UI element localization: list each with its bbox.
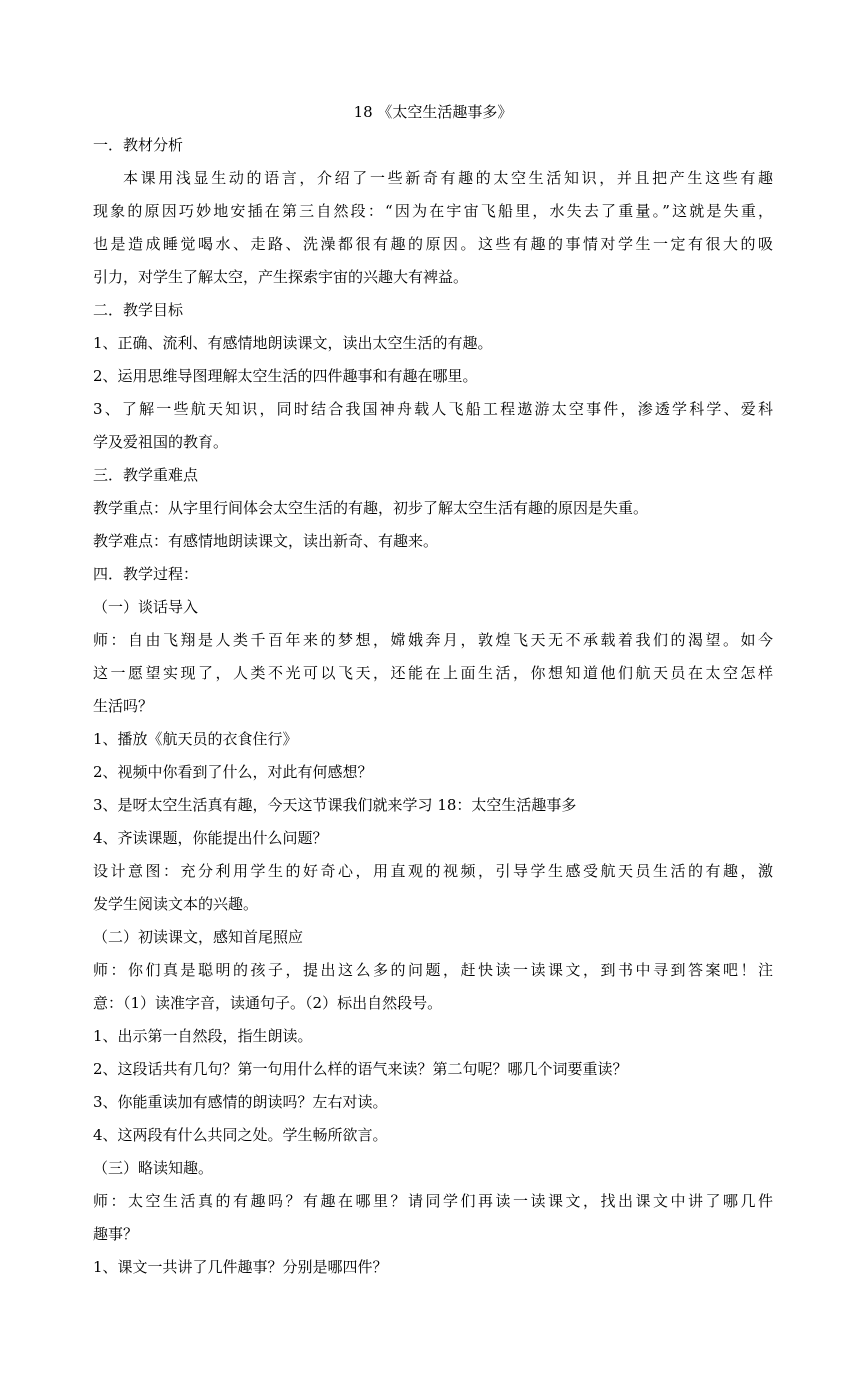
text-line-b4: 4、这两段有什么共同之处。学生畅所欲言。: [93, 1126, 388, 1144]
text-line-h2: 二．教学目标: [93, 301, 184, 319]
text-line-k2: 教学难点：有感情地朗读课文，读出新奇、有趣来。: [93, 532, 439, 550]
text-line-b2: 2、这段话共有几句？第一句用什么样的语气来读？第二句呢？哪几个词要重读？: [93, 1060, 628, 1078]
text-line-g3b: 学及爱祖国的教育。: [93, 433, 229, 451]
text-line-p1d: 引力，对学生了解太空，产生探索宇宙的兴趣大有裨益。: [93, 268, 469, 286]
text-line-d1a: 设计意图：充分利用学生的好奇心，用直观的视频，引导学生感受航天员生活的有趣，激: [93, 862, 773, 880]
text-line-a3: 3、是呀太空生活真有趣，今天这节课我们就来学习 18：太空生活趣事多: [93, 796, 577, 814]
text-line-g2: 2、运用思维导图理解太空生活的四件趣事和有趣在哪里。: [93, 367, 478, 385]
text-line-t3b: 趣事？: [93, 1225, 139, 1243]
text-line-a2: 2、视频中你看到了什么，对此有何感想？: [93, 763, 373, 781]
text-line-t1c: 生活吗？: [93, 697, 154, 715]
text-line-g1: 1、正确、流利、有感情地朗读课文，读出太空生活的有趣。: [93, 334, 493, 352]
text-line-b3: 3、你能重读加有感情的朗读吗？左右对读。: [93, 1093, 388, 1111]
document-body: [93, 129, 773, 1284]
document-page: [93, 96, 773, 1284]
text-line-t2a: 师：你们真是聪明的孩子，提出这么多的问题，赶快读一读课文，到书中寻到答案吧！注: [93, 961, 773, 979]
text-line-t3a: 师：太空生活真的有趣吗？有趣在哪里？请同学们再读一读课文，找出课文中讲了哪几件: [93, 1192, 773, 1210]
text-line-p1b: 现象的原因巧妙地安插在第三自然段：“因为在宇宙飞船里，水失去了重量。”这就是失重，: [93, 202, 773, 220]
text-line-t1a: 师：自由飞翔是人类千百年来的梦想，嫦娥奔月，敦煌飞天无不承载着我们的渴望。如今: [93, 631, 773, 649]
text-line-p1a: 本课用浅显生动的语言，介绍了一些新奇有趣的太空生活知识，并且把产生这些有趣: [123, 169, 773, 187]
text-line-g3a: 3、了解一些航天知识，同时结合我国神舟载人飞船工程遨游太空事件，渗透学科学、爱科: [93, 400, 773, 418]
text-line-t2b: 意：（1）读准字音，读通句子。（2）标出自然段号。: [93, 994, 443, 1012]
text-line-a1: 1、播放《航天员的衣食住行》: [93, 730, 298, 748]
text-line-p1c: 也是造成睡觉喝水、走路、洗澡都很有趣的原因。这些有趣的事情对学生一定有很大的吸: [93, 235, 773, 253]
text-line-d1b: 发学生阅读文本的兴趣。: [93, 895, 259, 913]
text-line-b1: 1、出示第一自然段，指生朗读。: [93, 1027, 313, 1045]
text-line-s2: （二）初读课文，感知首尾照应: [93, 928, 304, 946]
text-line-h1: 一．教材分析: [93, 136, 184, 154]
text-line-c1: 1、课文一共讲了几件趣事？分别是哪四件？: [93, 1258, 388, 1276]
text-line-h3: 三．教学重难点: [93, 466, 199, 484]
text-line-t1b: 这一愿望实现了，人类不光可以飞天，还能在上面生活，你想知道他们航天员在太空怎样: [93, 664, 773, 682]
page-title: 18 《太空生活趣事多》: [353, 103, 513, 121]
text-line-h4: 四．教学过程：: [93, 565, 199, 583]
text-line-k1: 教学重点：从字里行间体会太空生活的有趣，初步了解太空生活有趣的原因是失重。: [93, 499, 649, 517]
text-line-a4: 4、齐读课题，你能提出什么问题？: [93, 829, 328, 847]
text-line-s1: （一）谈话导入: [93, 598, 199, 616]
text-line-s3: （三）略读知趣。: [93, 1159, 214, 1177]
